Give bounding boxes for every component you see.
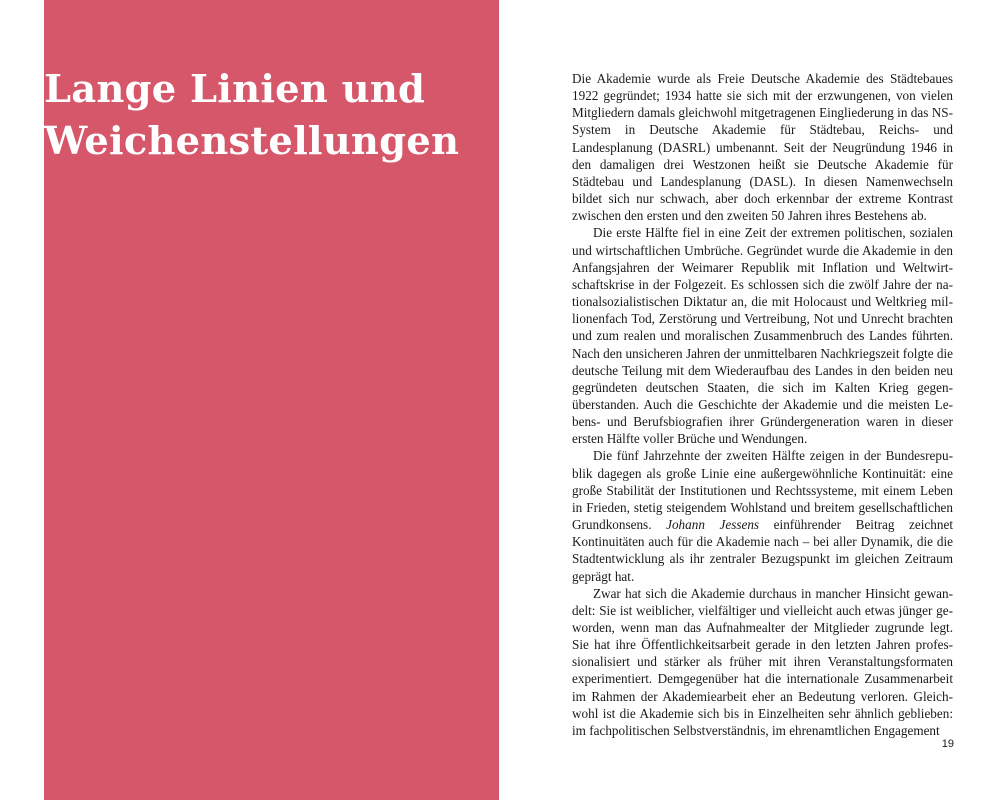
paragraph-3 [572, 447, 953, 584]
paragraph-2-text: Die erste Hälfte fiel in eine Zeit der extremen politischen, sozialen und wirtschaftlichen Umbrüche. Gegründet wurde die Akademie in den Anfangsjahren der Weimarer Republik mit Inflation und Weltwirtschaftskrise in der Folgezeit. Es schlossen sich die zwölf Jahre der nationalsozialistischen Diktatur an, die mit Holocaust und Weltkrieg millionenfach Tod, Zerstörung und Vertreibung, Not und Unrecht brachten und zum realen und moralischen Zusammenbruch des Landes führten. Nach den unsicheren Jahren der unmittelbaren Nachkriegszeit folgte die deutsche Teilung mit dem Wiederaufbau des Landes in den beiden neu gegründeten deutschen Staaten, die sich im Kalten Krieg gegenüberstanden. Auch die Geschichte der Akademie und die meisten Lebens- und Berufsbiografien ihrer Gründergeneration waren in dieser ersten Hälfte voller Brüche und Wendungen. [572, 225, 953, 447]
paragraph-4 [572, 585, 953, 739]
chapter-title-line-2: Weichenstellungen [44, 119, 460, 164]
paragraph-3-text-end: einführender Beitrag zeichnet Kontinuitäten auch für die Akademie nach – bei aller Dynamik, die die Stadtentwicklung als ihr zentraler Bezugspunkt im gleichen Zeitraum geprägt hat. [572, 517, 953, 584]
paragraph-3-text-start: Die fünf Jahrzehnte der zweiten Hälfte zeigen in der Bundesrepublik dagegen als große Linie eine außergewöhnliche Kontinuität: eine große Stabilität der Institutionen und Rechtssysteme, mit einem Leben in Frieden, stetig steigendem Wohlstand und breitem gesellschaftlichen Grundkonsens. [572, 448, 953, 533]
paragraph-1-text: Die Akademie wurde als Freie Deutsche Akademie des Städtebaues 1922 gegründet; 1934 hatte sie sich mit der erzwungenen, von vielen Mitgliedern damals gleichwohl mitgetragenen Eingliederung in das NS-System in Deutsche Akademie für Städtebau, Reichs- und Landesplanung (DASRL) umbenannt. Seit der Neugründung 1946 in den damaligen drei Westzonen heißt sie Deutsche Akademie für Städtebau und Landesplanung (DASL). In diesen Namenwechseln bildet sich nur schwach, aber doch erkennbar der extreme Kontrast zwischen den ersten und den zweiten 50 Jahren ihres Bestehens ab. [572, 71, 953, 224]
body-text [572, 70, 953, 739]
chapter-title [44, 64, 459, 168]
author-name-italic: Johann Jessens [666, 517, 760, 533]
left-page-color-panel [44, 0, 499, 800]
right-page [572, 70, 953, 739]
paragraph-4-text: Zwar hat sich die Akademie durchaus in mancher Hinsicht gewandelt: Sie ist weiblicher, vielfältiger und vielleicht auch etwas jünger geworden, wenn man das Aufnahmealter der Mitglieder zugrunde legt. Sie hat ihre Öffentlichkeitsarbeit gerade in den letzten Jahren professionalisiert und stärker als früher mit ihren Veranstaltungsformaten experimentiert. Demgegenüber hat die internationale Zusammenarbeit im Rahmen der Akademiearbeit eher an Bedeutung verloren. Gleichwohl ist die Akademie sich bis in Einzelheiten sehr ähnlich geblieben: im fachpolitischen Selbstverständnis, im ehrenamtlichen Engagement [572, 585, 953, 738]
page-number: 19 [941, 738, 954, 750]
paragraph-2 [572, 224, 953, 447]
paragraph-1 [572, 70, 953, 224]
chapter-title-line-1: Lange Linien und [44, 67, 426, 112]
